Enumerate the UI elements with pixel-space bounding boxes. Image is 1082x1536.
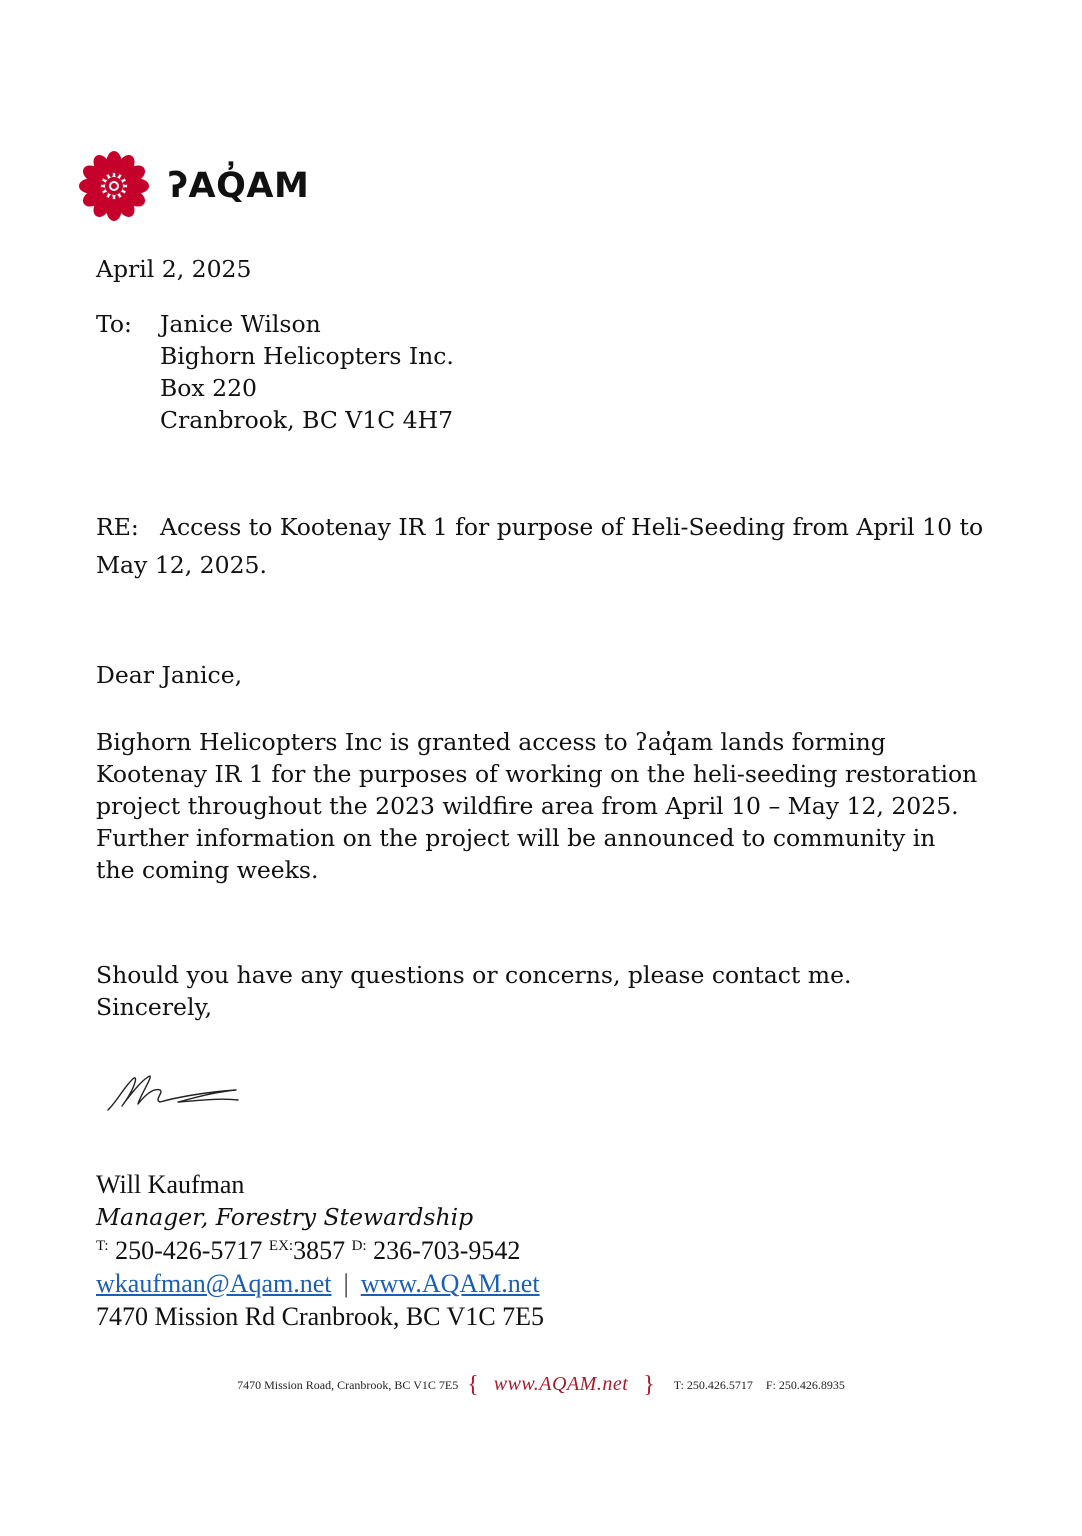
recipient-name: Janice Wilson [160, 310, 321, 338]
recipient-company: Bighorn Helicopters Inc. [160, 342, 454, 370]
footer-brace-close: } [643, 1372, 655, 1398]
to-label: To: [96, 310, 132, 338]
paragraph-line: Bighorn Helicopters Inc is granted access to ʔaq̓am lands forming [96, 728, 886, 756]
paragraph-line: Further information on the project will be announced to community in [96, 824, 936, 852]
footer-brace-open: { [467, 1372, 479, 1398]
recipient-address [160, 308, 454, 436]
contact-links [96, 1269, 544, 1302]
paragraph-line: project throughout the 2023 wildfire area from April 10 – May 12, 2025. [96, 792, 959, 820]
re-label: RE: [96, 513, 139, 541]
salutation: Dear Janice, [96, 661, 243, 689]
email-link[interactable]: wkaufman@Aqam.net [96, 1269, 332, 1298]
direct-label: D: [351, 1238, 367, 1254]
phone-label: T: [96, 1238, 109, 1254]
footer-address: 7470 Mission Road, Cranbrook, BC V1C 7E5 [237, 1378, 459, 1392]
footer-website[interactable]: www.AQAM.net [493, 1373, 629, 1395]
footer-fax: F: 250.426.8935 [765, 1378, 845, 1392]
closing [96, 959, 851, 1023]
letterhead-footer [0, 1372, 1082, 1399]
paragraph-line: Kootenay IR 1 for the purposes of working on the heli-seeding restoration [96, 760, 978, 788]
phone-number: 250-426-5717 [115, 1236, 263, 1265]
website-link[interactable]: www.AQAM.net [360, 1269, 540, 1298]
signature-icon [104, 1070, 244, 1118]
closing-line: Should you have any questions or concerns, please contact me. [96, 961, 852, 989]
recipient-city: Cranbrook, BC V1C 4H7 [160, 406, 454, 434]
footer-phone: T: 250.426.5717 [673, 1378, 753, 1392]
direct-number: 236-703-9542 [373, 1236, 521, 1265]
signer-address: 7470 Mission Rd Cranbrook, BC V1C 7E5 [96, 1302, 545, 1331]
re-text: Access to Kootenay IR 1 for purpose of Heli-Seeding from April 10 to May 12, 2025. [96, 513, 984, 579]
org-name: ʔAQ̓AM [168, 166, 310, 206]
contact-phones [96, 1236, 544, 1269]
signature-block [96, 1170, 544, 1335]
ext-label: EX: [268, 1238, 294, 1254]
flower-logo-icon [76, 148, 152, 224]
signer-title: Manager, Forestry Stewardship [96, 1203, 474, 1231]
link-separator: | [343, 1269, 349, 1298]
subject-line [96, 508, 1016, 584]
signer-name: Will Kaufman [96, 1170, 245, 1199]
org-logo [76, 148, 309, 224]
letter-date: April 2, 2025 [96, 255, 252, 283]
handwritten-signature [104, 1070, 244, 1122]
recipient-box: Box 220 [160, 374, 257, 402]
paragraph-line: the coming weeks. [96, 856, 319, 884]
ext-number: 3857 [293, 1236, 346, 1265]
body-paragraph [96, 726, 996, 886]
closing-line: Sincerely, [96, 993, 213, 1021]
